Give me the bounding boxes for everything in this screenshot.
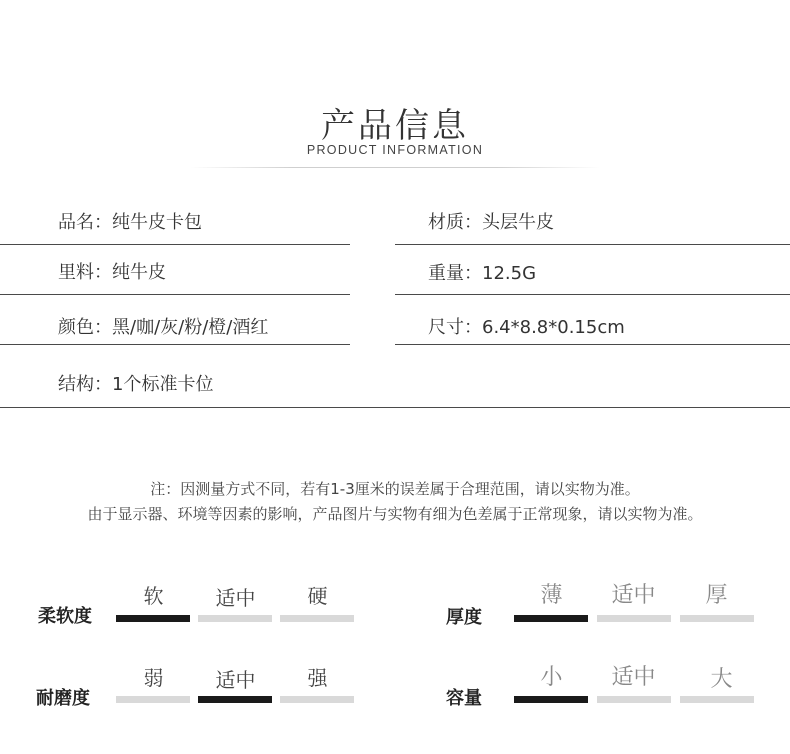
- softness-option: 硬: [307, 584, 328, 608]
- note-line-1: 注：因测量方式不同，若有1-3厘米的误差属于合理范围，请以实物为准。: [150, 480, 640, 498]
- info-name: 品名：纯牛皮卡包: [58, 212, 202, 233]
- info-size: 尺寸：6.4*8.8*0.15cm: [428, 317, 625, 338]
- softness-bar: [198, 615, 272, 622]
- row-divider: [395, 244, 790, 245]
- durability-bar: [198, 696, 272, 703]
- capacity-option: 适中: [611, 665, 656, 690]
- row-divider: [0, 294, 350, 295]
- page-title: 产品信息: [321, 106, 469, 146]
- capacity-bar: [680, 696, 754, 703]
- row-divider: [395, 294, 790, 295]
- page-subtitle: PRODUCT INFORMATION: [306, 143, 484, 157]
- durability-bar: [280, 696, 354, 703]
- info-structure: 结构：1个标准卡位: [58, 374, 214, 395]
- thickness-bar: [514, 615, 588, 622]
- durability-bar: [116, 696, 190, 703]
- durability-label: 耐磨度: [36, 688, 90, 709]
- softness-bar: [116, 615, 190, 622]
- thickness-option: 适中: [611, 583, 656, 608]
- capacity-bar: [514, 696, 588, 703]
- softness-option: 软: [143, 584, 164, 608]
- capacity-label: 容量: [446, 688, 482, 709]
- row-divider: [0, 407, 790, 408]
- thickness-option: 厚: [705, 583, 728, 608]
- thickness-option: 薄: [540, 583, 563, 608]
- capacity-option: 小: [540, 665, 563, 690]
- durability-option: 强: [307, 666, 328, 690]
- thickness-bar: [680, 615, 754, 622]
- capacity-bar: [597, 696, 671, 703]
- info-material: 材质：头层牛皮: [428, 212, 554, 233]
- durability-option: 弱: [143, 666, 164, 690]
- thickness-bar: [597, 615, 671, 622]
- thickness-label: 厚度: [446, 607, 482, 628]
- durability-option: 适中: [215, 668, 256, 692]
- info-weight: 重量：12.5G: [428, 263, 537, 284]
- row-divider: [0, 344, 350, 345]
- softness-option: 适中: [215, 586, 256, 610]
- row-divider: [0, 244, 350, 245]
- info-colors: 颜色：黑/咖/灰/粉/橙/酒红: [58, 317, 269, 338]
- title-divider: [190, 167, 600, 168]
- note-line-2: 由于显示器、环境等因素的影响，产品图片与实物有细为色差属于正常现象，请以实物为准。: [87, 505, 703, 523]
- softness-label: 柔软度: [38, 606, 92, 627]
- softness-bar: [280, 615, 354, 622]
- info-lining: 里料：纯牛皮: [58, 262, 166, 283]
- row-divider: [395, 344, 790, 345]
- capacity-option: 大: [710, 667, 733, 692]
